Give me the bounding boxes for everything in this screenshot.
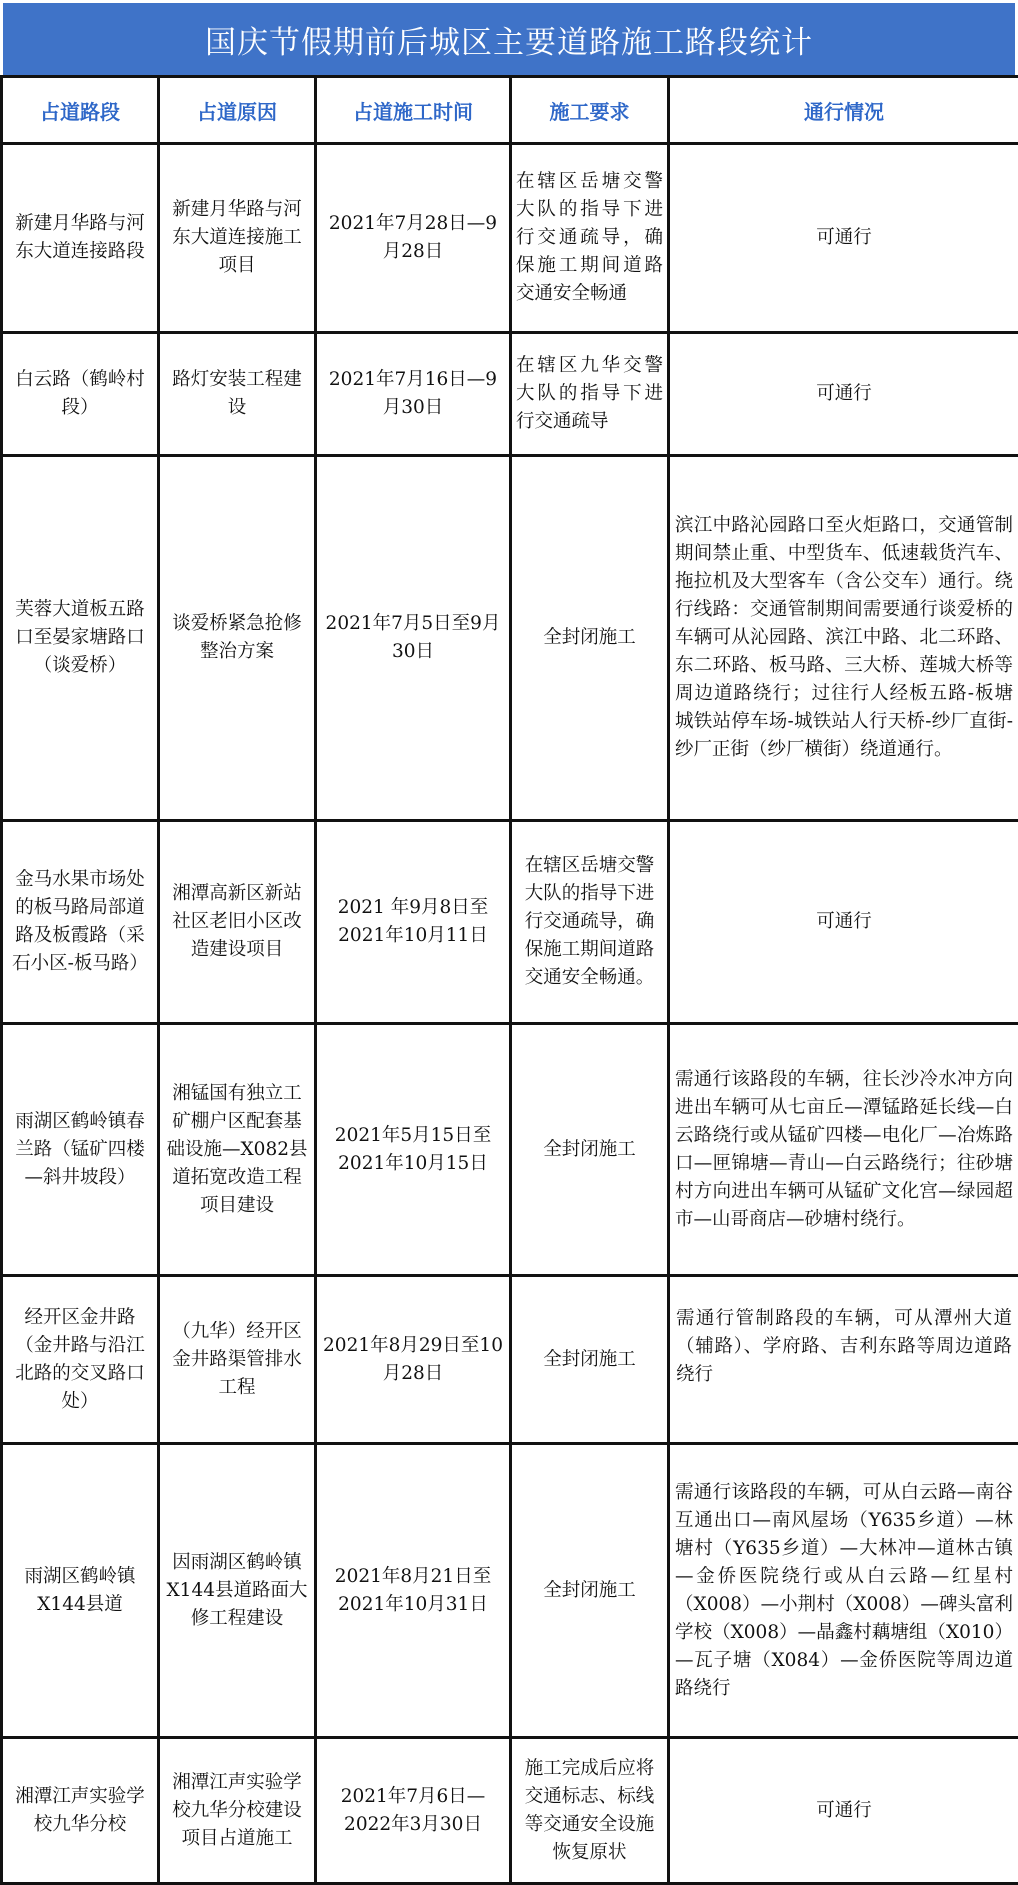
cell-reason: 湘潭江声实验学校九华分校建设项目占道施工 bbox=[159, 1738, 316, 1884]
table-row bbox=[2, 456, 1018, 821]
cell-reason: （九华）经开区金井路渠管排水工程 bbox=[159, 1276, 316, 1444]
cell-reason: 湘锰国有独立工矿棚户区配套基础设施—X082县道拓宽改造工程项目建设 bbox=[159, 1024, 316, 1276]
cell-time: 2021年8月29日至10月28日 bbox=[316, 1276, 511, 1444]
header-traffic: 通行情况 bbox=[669, 77, 1018, 144]
cell-road: 新建月华路与河东大道连接路段 bbox=[2, 144, 159, 333]
cell-time: 2021 年9月8日至2021年10月11日 bbox=[316, 821, 511, 1024]
table-row bbox=[2, 144, 1018, 333]
cell-requirement: 施工完成后应将交通标志、标线等交通安全设施恢复原状 bbox=[511, 1738, 669, 1884]
cell-traffic: 可通行 bbox=[669, 1738, 1018, 1884]
cell-traffic: 需通行该路段的车辆，往长沙冷水冲方向进出车辆可从七亩丘—潭锰路延长线—白云路绕行或从锰矿四楼—电化厂—冶炼路口—匣锦塘—青山—白云路绕行；往砂塘村方向进出车辆可从锰矿文化宫—绿园超市—山哥商店—砂塘村绕行。 bbox=[669, 1024, 1018, 1276]
table-row bbox=[2, 821, 1018, 1024]
construction-table bbox=[0, 75, 1018, 1885]
cell-reason: 路灯安装工程建设 bbox=[159, 333, 316, 456]
table-row bbox=[2, 333, 1018, 456]
cell-traffic: 滨江中路沁园路口至火炬路口，交通管制期间禁止重、中型货车、低速载货汽车、拖拉机及大型客车（含公交车）通行。绕行线路：交通管制期间需要通行谈爱桥的车辆可从沁园路、滨江中路、北二环路、东二环路、板马路、三大桥、莲城大桥等周边道路绕行；过往行人经板五路-板塘城铁站停车场-城铁站人行天桥-纱厂直街-纱厂正街（纱厂横街）绕道通行。 bbox=[669, 456, 1018, 821]
table-title: 国庆节假期前后城区主要道路施工路段统计 bbox=[3, 3, 1015, 75]
cell-road: 白云路（鹤岭村段） bbox=[2, 333, 159, 456]
cell-requirement: 在辖区九华交警大队的指导下进行交通疏导 bbox=[511, 333, 669, 456]
cell-requirement: 全封闭施工 bbox=[511, 456, 669, 821]
cell-reason: 谈爱桥紧急抢修整治方案 bbox=[159, 456, 316, 821]
cell-requirement: 在辖区岳塘交警大队的指导下进行交通疏导，确保施工期间道路交通安全畅通 bbox=[511, 144, 669, 333]
cell-traffic: 可通行 bbox=[669, 333, 1018, 456]
cell-road: 湘潭江声实验学校九华分校 bbox=[2, 1738, 159, 1884]
cell-road: 雨湖区鹤岭镇X144县道 bbox=[2, 1444, 159, 1738]
cell-requirement: 在辖区岳塘交警大队的指导下进行交通疏导，确保施工期间道路交通安全畅通。 bbox=[511, 821, 669, 1024]
cell-road: 经开区金井路（金井路与沿江北路的交叉路口处） bbox=[2, 1276, 159, 1444]
cell-time: 2021年7月5日至9月30日 bbox=[316, 456, 511, 821]
cell-road: 金马水果市场处的板马路局部道路及板霞路（采石小区-板马路） bbox=[2, 821, 159, 1024]
cell-requirement: 全封闭施工 bbox=[511, 1276, 669, 1444]
cell-requirement: 全封闭施工 bbox=[511, 1024, 669, 1276]
header-row bbox=[2, 77, 1018, 144]
cell-reason: 因雨湖区鹤岭镇X144县道路面大修工程建设 bbox=[159, 1444, 316, 1738]
cell-time: 2021年7月6日—2022年3月30日 bbox=[316, 1738, 511, 1884]
cell-requirement: 全封闭施工 bbox=[511, 1444, 669, 1738]
table-row bbox=[2, 1444, 1018, 1738]
header-reason: 占道原因 bbox=[159, 77, 316, 144]
header-road: 占道路段 bbox=[2, 77, 159, 144]
cell-traffic: 需通行该路段的车辆，可从白云路—南谷互通出口—南风屋场（Y635乡道）—林塘村（Y635乡道）—大林冲—道林古镇—金侨医院绕行或从白云路—红星村（X008）—小荆村（X008）—碑头富利学校（X008）—晶鑫村藕塘组（X010）—瓦子塘（X084）—金侨医院等周边道路绕行 bbox=[669, 1444, 1018, 1738]
table-row bbox=[2, 1024, 1018, 1276]
table-row bbox=[2, 1276, 1018, 1444]
cell-traffic: 需通行管制路段的车辆，可从潭州大道（辅路）、学府路、吉利东路等周边道路绕行 bbox=[669, 1276, 1018, 1444]
header-requirement: 施工要求 bbox=[511, 77, 669, 144]
cell-time: 2021年5月15日至2021年10月15日 bbox=[316, 1024, 511, 1276]
header-time: 占道施工时间 bbox=[316, 77, 511, 144]
cell-time: 2021年8月21日至2021年10月31日 bbox=[316, 1444, 511, 1738]
cell-traffic: 可通行 bbox=[669, 821, 1018, 1024]
cell-road: 芙蓉大道板五路口至晏家塘路口（谈爱桥） bbox=[2, 456, 159, 821]
cell-time: 2021年7月28日—9月28日 bbox=[316, 144, 511, 333]
table-row bbox=[2, 1738, 1018, 1884]
cell-time: 2021年7月16日—9月30日 bbox=[316, 333, 511, 456]
cell-road: 雨湖区鹤岭镇春兰路（锰矿四楼—斜井坡段） bbox=[2, 1024, 159, 1276]
cell-traffic: 可通行 bbox=[669, 144, 1018, 333]
cell-reason: 新建月华路与河东大道连接施工项目 bbox=[159, 144, 316, 333]
cell-reason: 湘潭高新区新站社区老旧小区改造建设项目 bbox=[159, 821, 316, 1024]
